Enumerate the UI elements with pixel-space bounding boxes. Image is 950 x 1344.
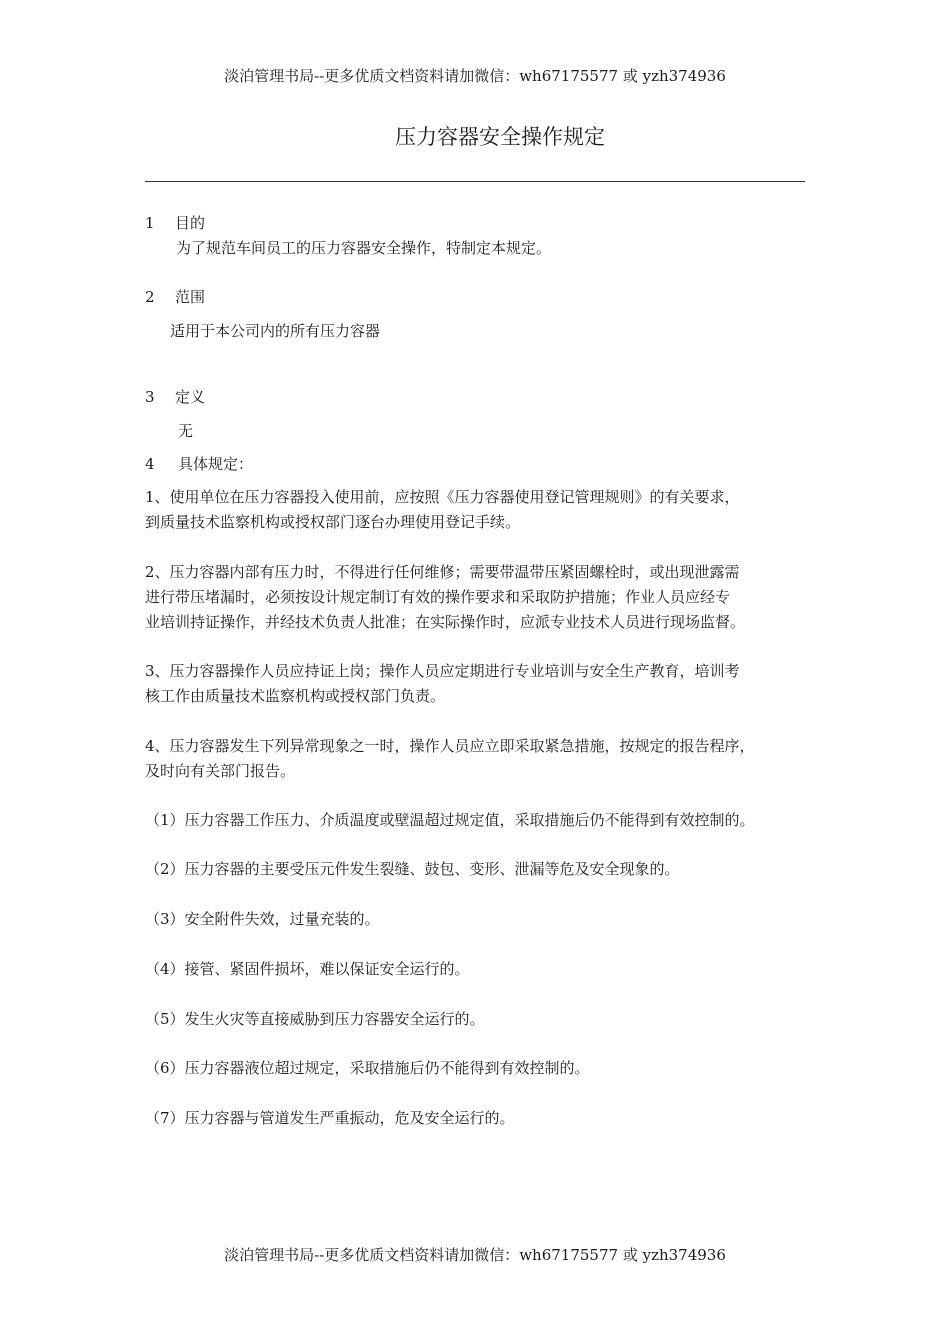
rule-2 — [145, 560, 745, 635]
section-2-body: 适用于本公司内的所有压力容器 — [170, 322, 381, 340]
section-1-body: 为了规范车间员工的压力容器安全操作，特制定本规定。 — [176, 239, 552, 257]
section-3-body: 无 — [178, 422, 194, 440]
abnormal-item-4: （4）接管、紧固件损坏，难以保证安全运行的。 — [145, 960, 470, 978]
rule-2-line-3: 业培训持证操作，并经技术负责人批准；在实际操作时，应派专业技术人员进行现场监督。 — [145, 613, 746, 631]
section-3-number: 3 — [145, 388, 155, 406]
abnormal-item-7: （7）压力容器与管道发生严重振动，危及安全运行的。 — [145, 1109, 515, 1127]
rule-1 — [145, 485, 740, 535]
section-1-heading — [145, 211, 205, 236]
header-note: 淡泊管理书局--更多优质文档资料请加微信：wh67175577 或 yzh374936 — [224, 67, 726, 85]
rule-3-line-2: 核工作由质量技术监察机构或授权部门负责。 — [145, 687, 446, 705]
section-2-title: 范围 — [175, 288, 206, 306]
rule-2-line-1: 2、压力容器内部有压力时，不得进行任何维修；需要带温带压紧固螺栓时，或出现泄露需 — [145, 563, 740, 581]
rule-2-line-2: 进行带压堵漏时，必须按设计规定制订有效的操作要求和采取防护措施；作业人员应经专 — [145, 588, 731, 606]
document-title: 压力容器安全操作规定 — [395, 125, 605, 149]
section-2-number: 2 — [145, 288, 155, 306]
section-1-number: 1 — [145, 214, 155, 232]
section-4-title: 具体规定： — [178, 455, 254, 473]
rule-4-line-1: 4、压力容器发生下列异常现象之一时，操作人员应立即采取紧急措施，按规定的报告程序， — [145, 737, 755, 755]
rule-4 — [145, 734, 755, 784]
abnormal-item-2: （2）压力容器的主要受压元件发生裂缝、鼓包、变形、泄漏等危及安全现象的。 — [145, 860, 680, 878]
abnormal-item-3: （3）安全附件失效，过量充装的。 — [145, 910, 380, 928]
abnormal-item-5: （5）发生火灾等直接威胁到压力容器安全运行的。 — [145, 1010, 485, 1028]
title-divider — [145, 181, 805, 182]
section-2-heading — [145, 285, 205, 310]
section-4-number: 4 — [145, 455, 155, 473]
rule-3 — [145, 659, 740, 709]
section-3-title: 定义 — [175, 388, 206, 406]
section-4-heading — [145, 452, 253, 477]
section-1-title: 目的 — [175, 214, 206, 232]
section-3-heading — [145, 385, 205, 410]
rule-1-line-2: 到质量技术监察机构或授权部门逐台办理使用登记手续。 — [145, 513, 521, 531]
rule-4-line-2: 及时向有关部门报告。 — [145, 762, 296, 780]
footer-note: 淡泊管理书局--更多优质文档资料请加微信：wh67175577 或 yzh374936 — [224, 1246, 726, 1264]
rule-3-line-1: 3、压力容器操作人员应持证上岗；操作人员应定期进行专业培训与安全生产教育，培训考 — [145, 662, 740, 680]
abnormal-item-6: （6）压力容器液位超过规定，采取措施后仍不能得到有效控制的。 — [145, 1059, 590, 1077]
abnormal-item-1: （1）压力容器工作压力、介质温度或壁温超过规定值，采取措施后仍不能得到有效控制的。 — [145, 811, 755, 829]
rule-1-line-1: 1、使用单位在压力容器投入使用前，应按照《压力容器使用登记管理规则》的有关要求， — [145, 488, 740, 506]
